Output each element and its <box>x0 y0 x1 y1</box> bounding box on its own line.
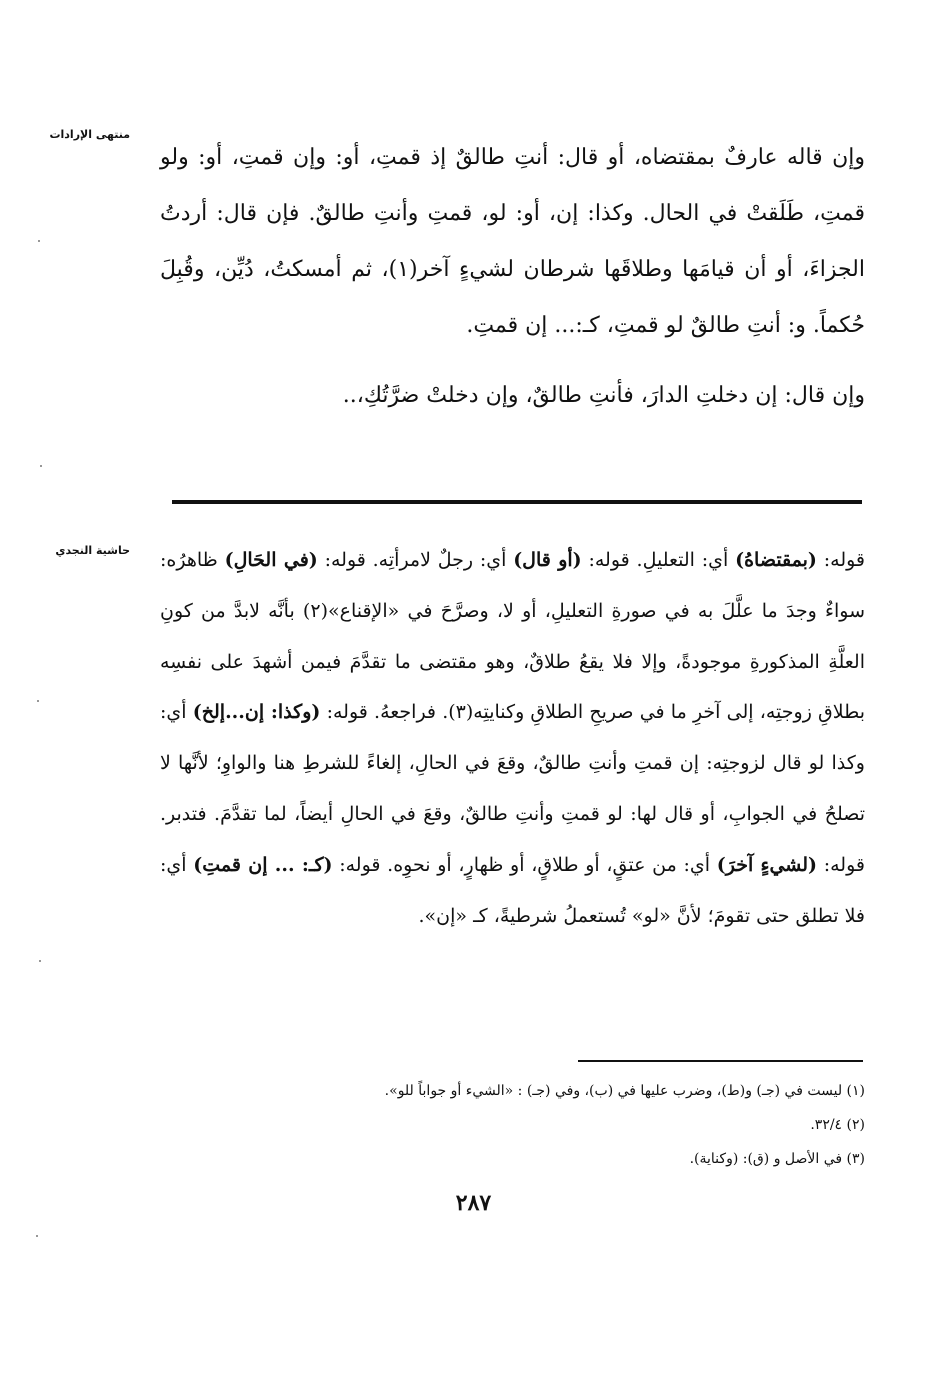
hashiya-text <box>160 535 865 941</box>
page-number: ٢٨٧ <box>455 1190 492 1216</box>
footnote-1: (١) ليست في (جـ) و(ط)، وضرب عليها في (ب)، وفي (جـ) : «الشيء أو جواباً للو». <box>384 1083 865 1099</box>
side-label-matn: منتهى الإرادات <box>49 128 130 141</box>
scan-speck <box>40 465 42 467</box>
hashiya-run: أي: فلا تطلق حتى تقومَ؛ لأنَّ «لو» تُستعملُ شرطيةً، كـ «إن». <box>160 853 865 927</box>
side-label-hashiya: حاشية النجدي <box>55 544 130 557</box>
matn-paragraph-1: وإن قاله عارفٌ بمقتضاه، أو قال: أنتِ طالقٌ إذ قمتِ، أو: وإن قمتِ، أو: ولو قمتِ، طَلَقتْ في الحال. وكذا: إن، أو: لو، قمتِ وأنتِ طالقٌ. فإن قال: أردتُ الجزاءَ، أو أن قيامَها وطلاقَها شرطان لشيءٍ آخر(١)، ثم أمسكتُ، دُيِّن، وقُبِلَ حُكماً. و: أنتِ طالقٌ لو قمتِ، كـ:... إن قمتِ. <box>160 145 865 338</box>
scan-speck <box>36 1235 38 1237</box>
footnote-3: (٣) في الأصل و (ق): (وكناية). <box>689 1151 865 1167</box>
hashiya-run: أي: رجلٌ لامرأتِه. قوله: <box>317 549 514 571</box>
matn-text <box>160 130 865 424</box>
hashiya-run: أي: التعليلِ. قوله: <box>581 549 736 571</box>
hashiya-run: ظاهرُه: سواءٌ وجدَ ما علَّلَ به في صورةِ التعليلِ، أو لا، وصرَّحَ في «الإقناع»(٢) بأنَّه لابدَّ من كونِ العلَّةِ المذكورةِ موجودةً، وإلا فلا يقعُ طلاقٌ، وهو مقتضى ما تقدَّمَ فيمن أشهدَ على نفسِه بطلاقِ زوجتِه، إلى آخرِ ما في صريحِ الطلاقِ وكنايتِه(٣). فراجعهُ. قوله: <box>160 549 866 724</box>
hashiya-lemma: (بمقتضاهُ) <box>735 549 817 571</box>
hashiya-run: قوله: <box>816 549 866 571</box>
hashiya-lemma: (أو قال) <box>513 549 582 571</box>
hashiya-lemma: (لشيءٍ آخرَ) <box>716 853 818 876</box>
section-divider <box>172 500 862 504</box>
hashiya-paragraph <box>160 535 865 941</box>
scan-speck <box>39 960 41 962</box>
matn-paragraph-2: وإن قال: إن دخلتِ الدارَ، فأنتِ طالقٌ، وإن دخلتْ ضرَّتُكِ،.. <box>342 383 865 408</box>
hashiya-lemma: (في الحَالِ) <box>224 549 318 571</box>
scan-speck <box>38 240 40 242</box>
hashiya-lemma: (وكذا: إن...إلخ) <box>192 701 321 724</box>
hashiya-lemma: (كـ: ... إن قمتِ) <box>193 853 333 876</box>
footnote-2: (٢) ٣٢/٤. <box>810 1117 865 1133</box>
hashiya-run: أي: وكذا لو قال لزوجتِه: إن قمتِ وأنتِ طالقٌ، وقعَ في الحالِ، إلغاءً للشرطِ هنا والواوِ؛ لأنَّها لا تصلحُ في الجوابِ، أو قال لها: لو قمتِ وأنتِ طالقٌ، وقعَ في الحالِ أيضاً، لما تقدَّمَ. فتدبر. قوله: <box>160 701 865 876</box>
footnotes <box>160 1074 865 1176</box>
hashiya-run: أي: من عتقٍ، أو طلاقٍ، أو ظهارٍ، أو نحوِه. قوله: <box>332 853 717 876</box>
footnote-divider <box>578 1060 863 1062</box>
scan-speck <box>37 700 39 702</box>
